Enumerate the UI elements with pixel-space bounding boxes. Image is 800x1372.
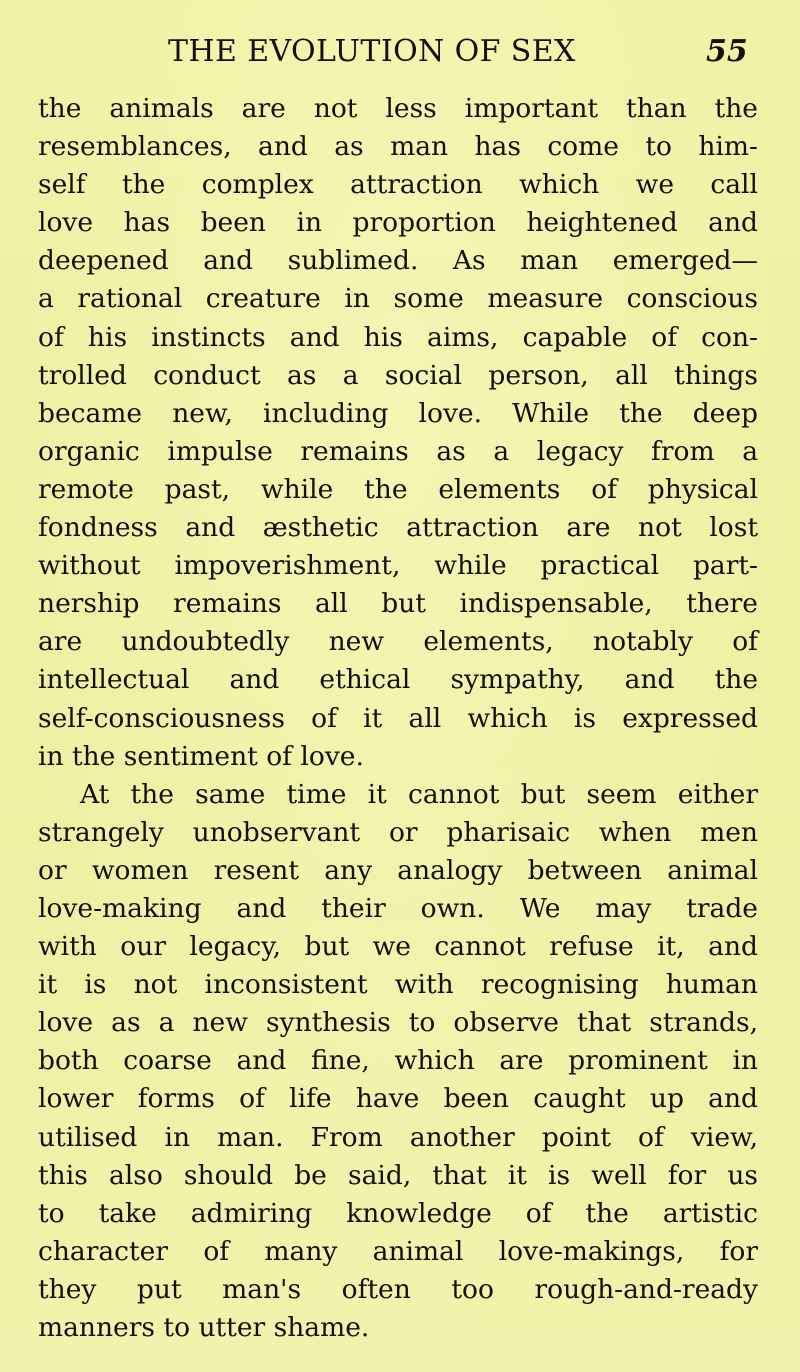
text-line: fondness and æsthetic attraction are not lost bbox=[38, 512, 758, 544]
running-title: THE EVOLUTION OF SEX bbox=[168, 34, 576, 69]
text-line: both coarse and fine, which are prominent in bbox=[38, 1045, 758, 1077]
text-line: strangely unobservant or pharisaic when men bbox=[38, 816, 758, 848]
text-line: became new, including love. While the deep bbox=[38, 397, 758, 429]
text-line: the animals are not less important than the bbox=[38, 93, 758, 124]
paragraph-end-line: manners to utter shame. bbox=[38, 1312, 370, 1343]
text-line: a rational creature in some measure conscious bbox=[38, 283, 758, 315]
text-line: or women resent any analogy between animal bbox=[38, 854, 758, 886]
text-line: self-consciousness of it all which is expressed bbox=[38, 702, 758, 734]
text-line: love-making and their own. We may trade bbox=[38, 892, 758, 924]
text-line: resemblances, and as man has come to him- bbox=[38, 131, 758, 163]
text-line: they put man's often too rough-and-ready bbox=[38, 1273, 758, 1305]
text-line: trolled conduct as a social person, all things bbox=[38, 359, 758, 391]
page-number: 55 bbox=[706, 34, 748, 69]
text-line: self the complex attraction which we call bbox=[38, 169, 758, 201]
text-line: character of many animal love-makings, for bbox=[38, 1235, 758, 1267]
text-line: nership remains all but indispensable, there bbox=[38, 588, 758, 620]
text-line: this also should be said, that it is well for us bbox=[38, 1159, 758, 1191]
running-header bbox=[0, 34, 800, 84]
text-line: deepened and sublimed. As man emerged— bbox=[38, 245, 758, 277]
paragraph-end-line: in the sentiment of love. bbox=[38, 740, 364, 772]
text-line: organic impulse remains as a legacy from a bbox=[38, 435, 758, 467]
text-line: lower forms of life have been caught up and bbox=[38, 1083, 758, 1115]
text-line: love as a new synthesis to observe that strands, bbox=[38, 1007, 758, 1039]
body-text bbox=[38, 90, 758, 1347]
text-line: with our legacy, but we cannot refuse it, and bbox=[38, 931, 758, 963]
paragraph-start-line: At the same time it cannot but seem either bbox=[80, 778, 758, 810]
text-line: are undoubtedly new elements, notably of bbox=[38, 626, 758, 658]
text-line: to take admiring knowledge of the artistic bbox=[38, 1197, 758, 1229]
text-line: remote past, while the elements of physical bbox=[38, 473, 758, 505]
text-line: without impoverishment, while practical part- bbox=[38, 550, 758, 582]
text-line: intellectual and ethical sympathy, and the bbox=[38, 664, 758, 696]
text-line: it is not inconsistent with recognising human bbox=[38, 969, 758, 1001]
text-line: utilised in man. From another point of view, bbox=[38, 1121, 758, 1153]
text-line: love has been in proportion heightened and bbox=[38, 207, 758, 239]
text-line: of his instincts and his aims, capable of con- bbox=[38, 321, 758, 353]
